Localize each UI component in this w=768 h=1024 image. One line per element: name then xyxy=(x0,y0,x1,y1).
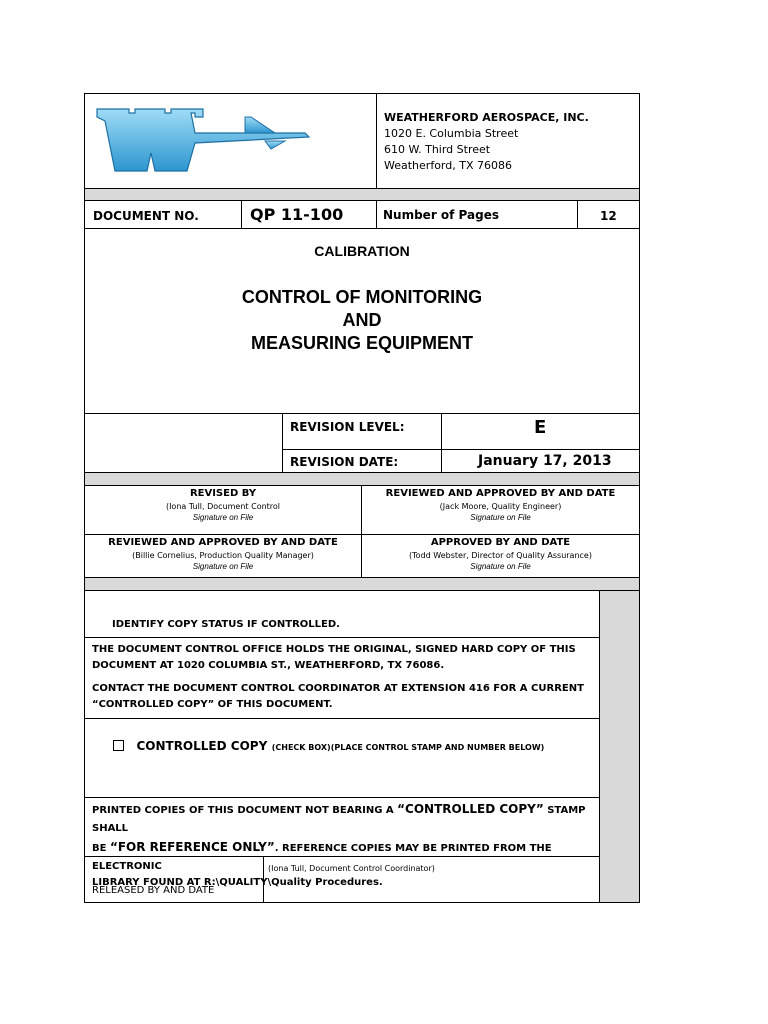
approved-name: (Todd Webster, Director of Quality Assurance) xyxy=(409,551,592,560)
approved-cell xyxy=(361,534,640,578)
gray-side-column xyxy=(599,590,640,903)
revision-date-value: January 17, 2013 xyxy=(478,453,612,469)
reviewed-1-cell xyxy=(361,485,640,535)
revised-by-cell xyxy=(84,485,362,535)
reviewed-2-name: (Billie Cornelius, Production Quality Manager) xyxy=(132,551,314,560)
printed-line-1: PRINTED COPIES OF THIS DOCUMENT NOT BEARING A “CONTROLLED COPY” STAMP SHALL xyxy=(92,802,586,834)
contact-line-1: CONTACT THE DOCUMENT CONTROL COORDINATOR AT EXTENSION 416 FOR A CURRENT xyxy=(92,683,584,694)
released-name: (Iona Tull, Document Control Coordinator) xyxy=(268,864,435,873)
doc-no-value: QP 11-100 xyxy=(250,205,344,224)
address-line-2: 610 W. Third Street xyxy=(384,143,491,156)
reviewed-1-label: REVIEWED AND APPROVED BY AND DATE xyxy=(385,488,616,499)
revision-date-value-cell xyxy=(441,449,640,473)
pages-label: Number of Pages xyxy=(383,208,499,222)
document-category: CALIBRATION xyxy=(314,243,410,259)
printed-line-3: LIBRARY FOUND AT R:\QUALITY\Quality Procedures. xyxy=(92,877,383,888)
company-name: WEATHERFORD AEROSPACE, INC. xyxy=(384,111,589,124)
pages-value-cell xyxy=(577,200,640,229)
doc-no-label-cell xyxy=(84,200,242,229)
controlled-copy-note: (CHECK BOX)(PLACE CONTROL STAMP AND NUMBER BELOW) xyxy=(271,743,545,752)
reviewed-2-label: REVIEWED AND APPROVED BY AND DATE xyxy=(108,537,338,548)
revision-date-label-cell xyxy=(282,449,442,473)
title-line-1: CONTROL OF MONITORING xyxy=(241,287,483,307)
reviewed-2-cell xyxy=(84,534,362,578)
checkbox-icon[interactable] xyxy=(113,740,124,751)
revision-level-label: REVISION LEVEL: xyxy=(290,420,405,434)
doc-no-value-cell xyxy=(241,200,377,229)
revised-by-signature: Signature on File xyxy=(192,513,254,522)
title-line-3: MEASURING EQUIPMENT xyxy=(250,333,473,353)
approved-signature: Signature on File xyxy=(470,562,531,571)
released-label: RELEASED BY AND DATE xyxy=(92,885,215,896)
reviewed-1-signature: Signature on File xyxy=(470,513,531,522)
approved-label: APPROVED BY AND DATE xyxy=(430,537,571,548)
address-line-1: 1020 E. Columbia Street xyxy=(384,127,519,140)
gray-separator xyxy=(84,577,640,591)
reviewed-2-signature: Signature on File xyxy=(192,562,254,571)
identify-text: IDENTIFY COPY STATUS IF CONTROLLED. xyxy=(112,619,340,630)
doc-no-label: DOCUMENT NO. xyxy=(93,209,199,223)
revision-empty-cell xyxy=(84,413,283,473)
office-line-1: THE DOCUMENT CONTROL OFFICE HOLDS THE ORIGINAL, SIGNED HARD COPY OF THIS xyxy=(92,644,576,655)
revision-level-label-cell xyxy=(282,413,442,450)
reviewed-1-name: (Jack Moore, Quality Engineer) xyxy=(439,502,562,511)
pages-value: 12 xyxy=(600,209,617,223)
revision-date-label: REVISION DATE: xyxy=(290,455,399,469)
jet-icon xyxy=(95,103,315,175)
office-cell xyxy=(84,637,600,719)
released-label-cell xyxy=(84,856,264,903)
revised-by-label: REVISED BY xyxy=(189,488,257,499)
gray-separator xyxy=(84,472,640,486)
controlled-copy-cell xyxy=(84,718,600,798)
revision-level-value-cell xyxy=(441,413,640,450)
identify-cell xyxy=(84,590,600,638)
controlled-copy-label: CONTROLLED COPY xyxy=(136,739,268,753)
company-address-cell xyxy=(376,93,640,189)
title-line-2: AND xyxy=(342,310,382,330)
document-title xyxy=(84,286,640,355)
office-line-2: DOCUMENT AT 1020 COLUMBIA ST., WEATHERFORD, TX 76086. xyxy=(92,660,445,671)
revision-level-value: E xyxy=(534,417,547,438)
revised-by-name: (Iona Tull, Document Control xyxy=(165,502,281,511)
released-name-cell xyxy=(263,856,600,903)
pages-label-cell xyxy=(376,200,578,229)
printed-line-2: BE “FOR REFERENCE ONLY”. REFERENCE COPIES MAY BE PRINTED FROM THE ELECTRONIC xyxy=(92,840,552,872)
address-line-3: Weatherford, TX 76086 xyxy=(384,159,512,172)
contact-line-2: “CONTROLLED COPY” OF THIS DOCUMENT. xyxy=(92,699,333,710)
company-logo xyxy=(95,103,315,175)
